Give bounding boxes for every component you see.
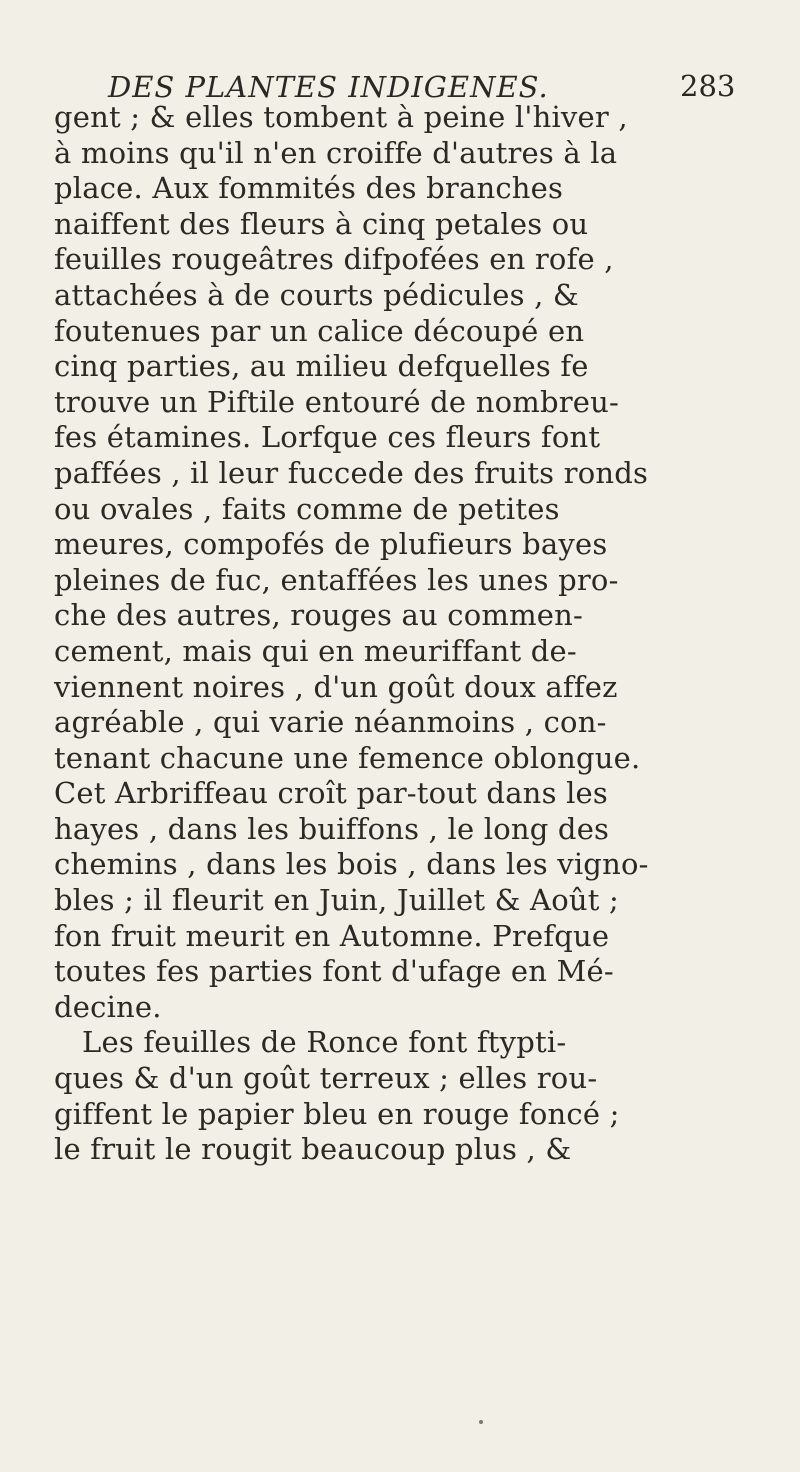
text-line: pleines de fuc, entaffées les unes pro-	[54, 562, 619, 597]
text-line: attachées à de courts pédicules , &	[54, 277, 579, 312]
text-line: chemins , dans les bois , dans les vigno-	[54, 847, 649, 882]
text-line: fes étamines. Lorfque ces fleurs font	[54, 420, 601, 455]
text-line: le fruit le rougit beaucoup plus , &	[54, 1132, 572, 1167]
text-line: cinq parties, au milieu defquelles fe	[54, 349, 589, 384]
text-line: viennent noires , d'un goût doux affez	[54, 669, 618, 704]
body-text	[54, 100, 774, 1168]
text-line: ques & d'un goût terreux ; elles rou-	[54, 1061, 598, 1096]
page-number: 283	[680, 69, 736, 103]
paragraph-start-line: Les feuilles de Ronce font ftypti-	[82, 1025, 567, 1060]
text-line: trouve un Piftile entouré de nombreu-	[54, 384, 620, 419]
text-line: meures, compofés de plufieurs bayes	[54, 527, 608, 562]
text-line: bles ; il fleurit en Juin, Juillet & Août ;	[54, 883, 619, 918]
paper-speck	[479, 1420, 483, 1424]
text-line: tenant chacune une femence oblongue.	[54, 740, 641, 775]
text-line: place. Aux fommités des branches	[54, 171, 564, 206]
text-line: toutes fes parties font d'ufage en Mé-	[54, 954, 614, 989]
text-line: feuilles rougeâtres difpofées en rofe ,	[54, 242, 614, 277]
text-line: cement, mais qui en meuriffant de-	[54, 633, 577, 668]
text-line: gent ; & elles tombent à peine l'hiver ,	[54, 100, 628, 134]
text-line: decine.	[54, 989, 162, 1024]
text-line: hayes , dans les buiffons , le long des	[54, 811, 610, 846]
text-line: naiffent des fleurs à cinq petales ou	[54, 206, 589, 241]
text-line: giffent le papier bleu en rouge foncé ;	[54, 1096, 620, 1131]
text-line: foutenues par un calice découpé en	[54, 313, 585, 348]
text-line: paffées , il leur fuccede des fruits ronds	[54, 455, 649, 490]
running-head: DES PLANTES INDIGENES.	[108, 70, 549, 104]
text-line: fon fruit meurit en Automne. Prefque	[54, 918, 610, 953]
text-line: à moins qu'il n'en croiffe d'autres à la	[54, 135, 618, 170]
text-line: agréable , qui varie néanmoins , con-	[54, 705, 607, 740]
text-line: che des autres, rouges au commen-	[54, 598, 584, 633]
text-line: ou ovales , faits comme de petites	[54, 491, 560, 526]
text-line: Cet Arbriffeau croît par-tout dans les	[54, 776, 608, 811]
